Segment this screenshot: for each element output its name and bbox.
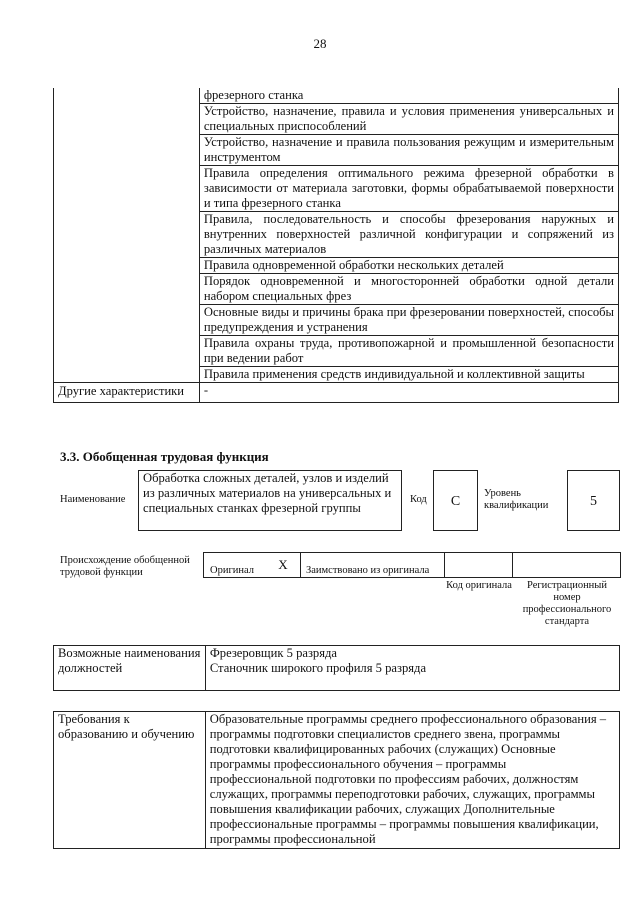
other-characteristics-label: Другие характеристики xyxy=(54,383,200,403)
qualification-level-label: Уровень квалификации xyxy=(484,488,549,511)
table-cell: Правила, последовательность и способы фрезерования наружных и внутренних поверхностей различной конфигурации и сопряжений из различных материалов xyxy=(199,212,618,258)
code-label: Код xyxy=(410,494,427,505)
empty-label-cell xyxy=(54,88,200,383)
other-characteristics-value: - xyxy=(199,383,618,403)
section-title: 3.3. Обобщенная трудовая функция xyxy=(60,449,269,464)
positions-label: Возможные наименования должностей xyxy=(54,646,206,691)
table-row xyxy=(54,646,620,691)
original-label: Оригинал xyxy=(210,565,254,576)
skills-table xyxy=(53,88,619,403)
function-name-value: Обработка сложных деталей, узлов и изделий из различных материалов на универсальных и специальных станках фрезерной группы xyxy=(138,470,402,531)
positions-values xyxy=(205,646,619,691)
borrowed-label: Заимствовано из оригинала xyxy=(306,565,430,576)
registration-number-caption: Регистрационный номер профессионального стандарта xyxy=(522,580,612,627)
table-cell: Основные виды и причины брака при фрезеровании поверхностей, способы предупреждения и устранения xyxy=(199,305,618,336)
origin-label: Происхождение обобщенной трудовой функции xyxy=(60,555,190,578)
table-cell: Правила охраны труда, противопожарной и промышленной безопасности при ведении работ xyxy=(199,336,618,367)
table-cell: Правила определения оптимального режима фрезерной обработки в зависимости от материала заготовки, формы обрабатываемой поверхности и типа фрезерного станка xyxy=(199,166,618,212)
table-row xyxy=(54,88,619,104)
education-label: Требования к образованию и обучению xyxy=(54,712,206,849)
original-cell xyxy=(203,552,266,578)
table-cell: Порядок одновременной и многосторонней обработки одной детали набором специальных фрез xyxy=(199,274,618,305)
original-code-caption: Код оригинала xyxy=(446,580,512,591)
positions-table xyxy=(53,645,620,691)
table-cell: Правила применения средств индивидуальной и коллективной защиты xyxy=(199,367,618,383)
qualification-level-value: 5 xyxy=(567,470,620,531)
registration-number-box xyxy=(513,552,621,578)
table-cell: Устройство, назначение, правила и условия применения универсальных и специальных приспособлений xyxy=(199,104,618,135)
table-cell: Устройство, назначение и правила пользования режущим и измерительным инструментом xyxy=(199,135,618,166)
table-cell: фрезерного станка xyxy=(199,88,618,104)
table-row xyxy=(54,383,619,403)
education-table xyxy=(53,711,620,849)
original-code-box xyxy=(445,552,513,578)
page-number: 28 xyxy=(313,36,327,51)
table-row xyxy=(54,712,620,849)
origin-row xyxy=(203,552,621,578)
code-value: С xyxy=(433,470,478,531)
table-cell: Правила одновременной обработки нескольких деталей xyxy=(199,258,618,274)
education-text: Образовательные программы среднего профессионального образования – программы подготовки специалистов среднего звена, программы подготовки квалифицированных рабочих (служащих) Основные программы профессионального обучения – программы профессиональной подготовки по профессиям рабочих, должностям служащих, программы переподготовки рабочих, служащих, программы повышения квалификации рабочих, служащих Дополнительные профессиональные программы – программы повышения квалификации, программы профессиональной xyxy=(205,712,619,849)
borrowed-cell xyxy=(301,552,445,578)
original-mark: X xyxy=(266,552,301,578)
position-item: Фрезеровщик 5 разряда xyxy=(209,646,338,660)
name-label: Наименование xyxy=(60,494,126,505)
position-item: Станочник широкого профиля 5 разряда xyxy=(209,661,427,675)
